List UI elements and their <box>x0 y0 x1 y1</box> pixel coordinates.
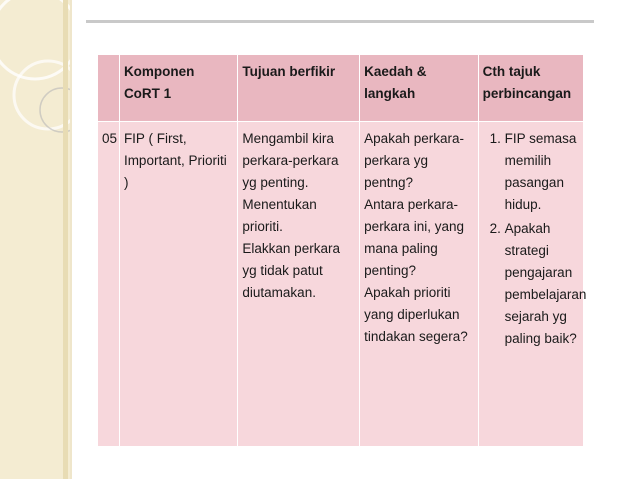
side-decoration-band <box>0 0 70 479</box>
title-divider <box>86 20 594 23</box>
table-row <box>98 122 584 447</box>
cell-cth <box>478 122 587 447</box>
cell-no: 05 <box>98 122 120 447</box>
list-item: 1. FIP semasa memilih pasangan hidup. <box>505 128 579 216</box>
list-item: 2. Apakah strategi pengajaran pembelajaran sejarah yg paling baik? <box>505 218 579 350</box>
header-komponen: Komponen CoRT 1 <box>119 55 237 122</box>
kaedah-line: Apakah perkara-perkara yg pentng? <box>364 131 464 190</box>
tujuan-line: Mengambil kira perkara-perkara yg penting. <box>242 131 339 190</box>
tujuan-line: Menentukan prioriti. <box>242 197 317 234</box>
example-list <box>483 128 587 350</box>
decorative-circles-icon <box>0 0 70 479</box>
header-no <box>98 55 120 122</box>
cell-kaedah <box>360 122 478 447</box>
header-kaedah: Kaedah & langkah <box>360 55 478 122</box>
side-edge <box>70 0 72 479</box>
side-stripe <box>63 0 68 479</box>
cell-komponen: FIP ( First, Important, Prioriti ) <box>119 122 237 447</box>
cell-tujuan <box>238 122 360 447</box>
kaedah-line: Apakah prioriti yang diperlukan tindakan segera? <box>364 285 468 344</box>
table-header-row <box>98 55 584 122</box>
header-cth: Cth tajuk perbincangan <box>478 55 583 122</box>
header-tujuan: Tujuan berfikir <box>238 55 360 122</box>
kaedah-line: Antara perkara-perkara ini, yang mana paling penting? <box>364 197 464 278</box>
cort-table <box>97 54 587 447</box>
tujuan-line: Elakkan perkara yg tidak patut diutamakan. <box>242 241 340 300</box>
